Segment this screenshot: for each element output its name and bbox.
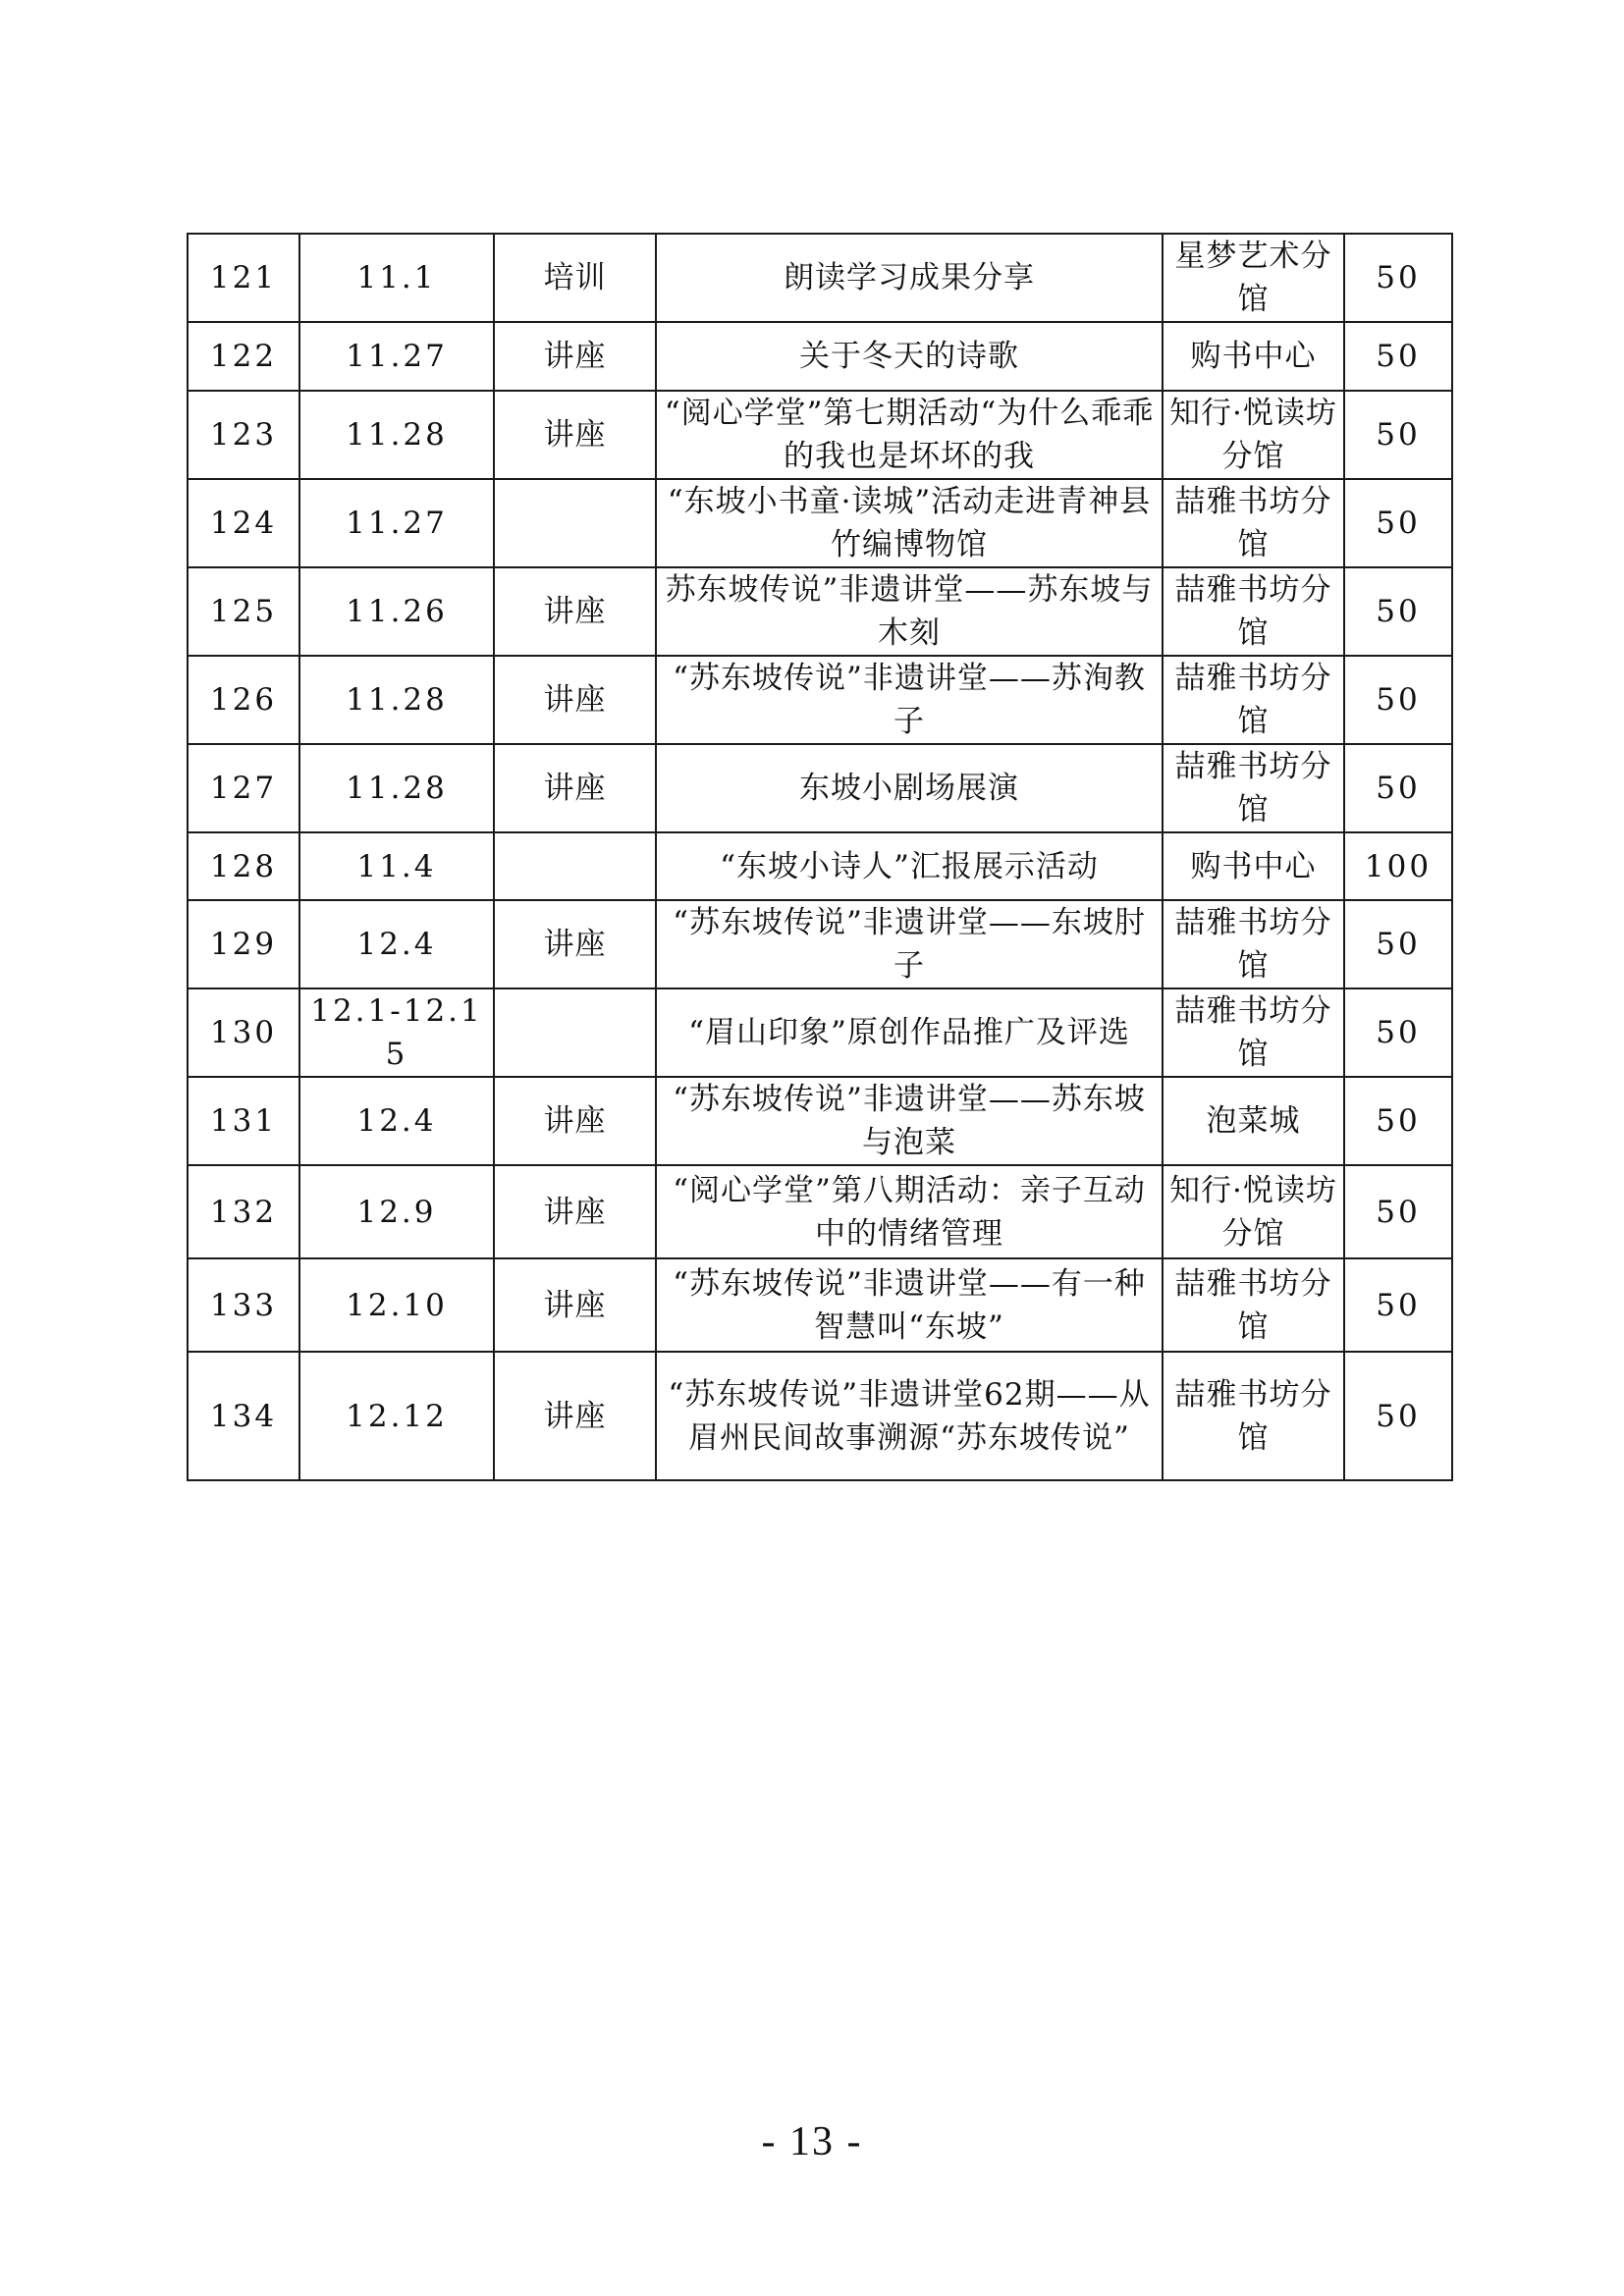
cell-date: 11.28 xyxy=(299,744,494,832)
cell-venue: 喆雅书坊分馆 xyxy=(1163,1352,1344,1480)
page-number: - 13 - xyxy=(761,2119,863,2164)
cell-attendance: 50 xyxy=(1344,391,1452,479)
cell-date: 12.4 xyxy=(299,1077,494,1165)
cell-activity-title: 关于冬天的诗歌 xyxy=(656,322,1163,391)
cell-number: 123 xyxy=(188,391,299,479)
cell-attendance: 50 xyxy=(1344,479,1452,567)
cell-attendance: 50 xyxy=(1344,900,1452,988)
table-row xyxy=(188,744,1452,832)
cell-activity-title: “苏东坡传说”非遗讲堂——苏洵教子 xyxy=(656,656,1163,744)
cell-type: 讲座 xyxy=(494,567,656,656)
cell-type: 培训 xyxy=(494,234,656,322)
cell-activity-title: “苏东坡传说”非遗讲堂——苏东坡与泡菜 xyxy=(656,1077,1163,1165)
cell-number: 126 xyxy=(188,656,299,744)
cell-number: 130 xyxy=(188,988,299,1077)
cell-attendance: 50 xyxy=(1344,1165,1452,1258)
cell-attendance: 50 xyxy=(1344,234,1452,322)
cell-type: 讲座 xyxy=(494,322,656,391)
cell-venue: 知行·悦读坊分馆 xyxy=(1163,391,1344,479)
cell-date: 12.10 xyxy=(299,1258,494,1352)
cell-venue: 喆雅书坊分馆 xyxy=(1163,900,1344,988)
cell-attendance: 50 xyxy=(1344,1258,1452,1352)
cell-activity-title: “苏东坡传说”非遗讲堂62期——从眉州民间故事溯源“苏东坡传说” xyxy=(656,1352,1163,1480)
cell-date: 11.1 xyxy=(299,234,494,322)
cell-venue: 知行·悦读坊分馆 xyxy=(1163,1165,1344,1258)
cell-activity-title: 朗读学习成果分享 xyxy=(656,234,1163,322)
cell-activity-title: “东坡小诗人”汇报展示活动 xyxy=(656,832,1163,900)
cell-activity-title: 东坡小剧场展演 xyxy=(656,744,1163,832)
cell-activity-title: “眉山印象”原创作品推广及评选 xyxy=(656,988,1163,1077)
cell-activity-title: “东坡小书童·读城”活动走进青神县竹编博物馆 xyxy=(656,479,1163,567)
cell-type xyxy=(494,479,656,567)
cell-venue: 购书中心 xyxy=(1163,832,1344,900)
cell-activity-title: “阅心学堂”第七期活动“为什么乖乖的我也是坏坏的我 xyxy=(656,391,1163,479)
cell-date: 12.9 xyxy=(299,1165,494,1258)
cell-number: 121 xyxy=(188,234,299,322)
table-row xyxy=(188,1258,1452,1352)
cell-date: 11.28 xyxy=(299,656,494,744)
cell-type xyxy=(494,988,656,1077)
cell-type: 讲座 xyxy=(494,1352,656,1480)
cell-venue: 泡菜城 xyxy=(1163,1077,1344,1165)
cell-date: 11.26 xyxy=(299,567,494,656)
cell-number: 127 xyxy=(188,744,299,832)
table-row xyxy=(188,832,1452,900)
cell-type: 讲座 xyxy=(494,1077,656,1165)
cell-type xyxy=(494,832,656,900)
cell-type: 讲座 xyxy=(494,744,656,832)
cell-venue: 购书中心 xyxy=(1163,322,1344,391)
cell-attendance: 50 xyxy=(1344,1352,1452,1480)
table-row xyxy=(188,567,1452,656)
cell-activity-title: “阅心学堂”第八期活动：亲子互动中的情绪管理 xyxy=(656,1165,1163,1258)
cell-date: 11.27 xyxy=(299,479,494,567)
cell-attendance: 50 xyxy=(1344,656,1452,744)
cell-date: 12.4 xyxy=(299,900,494,988)
cell-attendance: 50 xyxy=(1344,1077,1452,1165)
cell-number: 129 xyxy=(188,900,299,988)
cell-venue: 星梦艺术分馆 xyxy=(1163,234,1344,322)
cell-type: 讲座 xyxy=(494,656,656,744)
cell-date: 11.27 xyxy=(299,322,494,391)
table-row xyxy=(188,1165,1452,1258)
cell-number: 131 xyxy=(188,1077,299,1165)
cell-number: 128 xyxy=(188,832,299,900)
table-row xyxy=(188,656,1452,744)
table-row xyxy=(188,900,1452,988)
cell-type: 讲座 xyxy=(494,1165,656,1258)
cell-venue: 喆雅书坊分馆 xyxy=(1163,656,1344,744)
cell-number: 134 xyxy=(188,1352,299,1480)
cell-number: 132 xyxy=(188,1165,299,1258)
cell-activity-title: 苏东坡传说”非遗讲堂——苏东坡与木刻 xyxy=(656,567,1163,656)
cell-venue: 喆雅书坊分馆 xyxy=(1163,988,1344,1077)
cell-venue: 喆雅书坊分馆 xyxy=(1163,567,1344,656)
cell-venue: 喆雅书坊分馆 xyxy=(1163,479,1344,567)
cell-date: 11.4 xyxy=(299,832,494,900)
cell-attendance: 50 xyxy=(1344,322,1452,391)
cell-date: 11.28 xyxy=(299,391,494,479)
cell-number: 125 xyxy=(188,567,299,656)
cell-date: 12.1-12.15 xyxy=(299,988,494,1077)
table-row xyxy=(188,234,1452,322)
cell-venue: 喆雅书坊分馆 xyxy=(1163,1258,1344,1352)
table-row xyxy=(188,322,1452,391)
cell-venue: 喆雅书坊分馆 xyxy=(1163,744,1344,832)
cell-number: 133 xyxy=(188,1258,299,1352)
cell-type: 讲座 xyxy=(494,1258,656,1352)
cell-type: 讲座 xyxy=(494,391,656,479)
cell-activity-title: “苏东坡传说”非遗讲堂——有一种智慧叫“东坡” xyxy=(656,1258,1163,1352)
table-row xyxy=(188,988,1452,1077)
cell-attendance: 100 xyxy=(1344,832,1452,900)
cell-activity-title: “苏东坡传说”非遗讲堂——东坡肘子 xyxy=(656,900,1163,988)
cell-number: 122 xyxy=(188,322,299,391)
cell-date: 12.12 xyxy=(299,1352,494,1480)
cell-attendance: 50 xyxy=(1344,567,1452,656)
cell-type: 讲座 xyxy=(494,900,656,988)
table-row xyxy=(188,391,1452,479)
cell-attendance: 50 xyxy=(1344,744,1452,832)
cell-number: 124 xyxy=(188,479,299,567)
table-row xyxy=(188,1352,1452,1480)
activity-table xyxy=(187,233,1453,1481)
table-row xyxy=(188,479,1452,567)
table-body xyxy=(188,234,1452,1480)
cell-attendance: 50 xyxy=(1344,988,1452,1077)
table-row xyxy=(188,1077,1452,1165)
